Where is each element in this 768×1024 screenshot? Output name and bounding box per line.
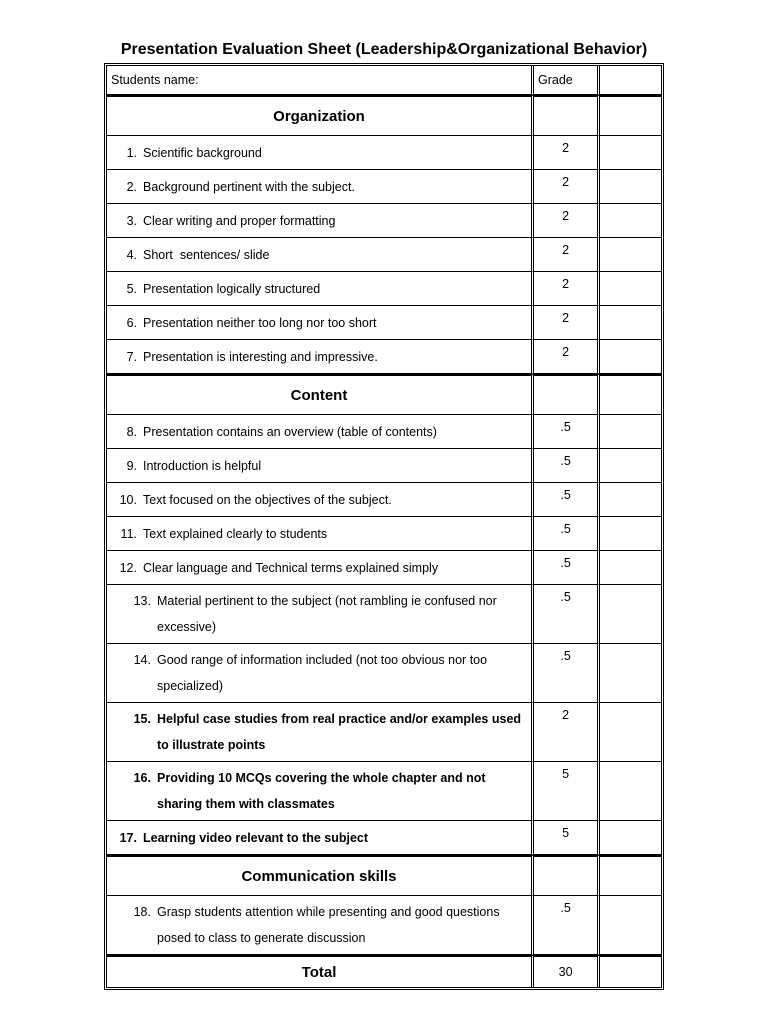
score-cell[interactable] (600, 585, 661, 644)
table-row: 18. Grasp students attention while presenting and good questions posed to class to generate discussion .5 (107, 896, 661, 955)
table-row: 12. Clear language and Technical terms explained simply .5 (107, 551, 661, 585)
score-cell[interactable] (600, 136, 661, 170)
score-cell[interactable] (600, 306, 661, 340)
table-row: 13. Material pertinent to the subject (not rambling ie confused nor excessive) .5 (107, 585, 661, 644)
table-row: 1. Scientific background 2 (107, 136, 661, 170)
table-row: 16. Providing 10 MCQs covering the whole chapter and not sharing them with classmates 5 (107, 762, 661, 821)
section-communication: Communication skills (107, 855, 534, 896)
score-cell[interactable] (600, 170, 661, 204)
header-row (107, 66, 661, 95)
table-row: 15. Helpful case studies from real practice and/or examples used to illustrate points 2 (107, 703, 661, 762)
grade-input-cell[interactable] (600, 66, 661, 95)
table-row: 9. Introduction is helpful .5 (107, 449, 661, 483)
total-row (107, 955, 661, 987)
grade-header: Grade (534, 66, 600, 95)
score-cell[interactable] (600, 204, 661, 238)
students-name-cell[interactable] (107, 66, 534, 95)
section-row (107, 95, 661, 136)
total-label: Total (107, 955, 534, 987)
score-cell[interactable] (600, 896, 661, 955)
table-row: 8. Presentation contains an overview (table of contents) .5 (107, 415, 661, 449)
score-cell[interactable] (600, 644, 661, 703)
table-row: 7. Presentation is interesting and impressive. 2 (107, 340, 661, 374)
table-row: 6. Presentation neither too long nor too short 2 (107, 306, 661, 340)
table-row: 4. Short sentences/ slide 2 (107, 238, 661, 272)
score-cell[interactable] (600, 340, 661, 374)
section-organization: Organization (107, 95, 534, 136)
evaluation-table (104, 63, 664, 990)
score-cell[interactable] (600, 483, 661, 517)
table-row: 10. Text focused on the objectives of the subject. .5 (107, 483, 661, 517)
score-cell[interactable] (600, 238, 661, 272)
table-row: 14. Good range of information included (not too obvious nor too specialized) .5 (107, 644, 661, 703)
table-row: 5. Presentation logically structured 2 (107, 272, 661, 306)
table-row: 3. Clear writing and proper formatting 2 (107, 204, 661, 238)
score-cell[interactable] (600, 703, 661, 762)
score-cell[interactable] (600, 517, 661, 551)
score-cell[interactable] (600, 449, 661, 483)
table-row: 11. Text explained clearly to students .5 (107, 517, 661, 551)
score-cell[interactable] (600, 415, 661, 449)
total-value: 30 (534, 955, 600, 987)
section-row (107, 855, 661, 896)
students-name-label: Students name: (111, 73, 199, 87)
score-cell[interactable] (600, 821, 661, 855)
score-cell[interactable] (600, 551, 661, 585)
table-row: 2. Background pertinent with the subject. 2 (107, 170, 661, 204)
section-content: Content (107, 374, 534, 415)
score-cell[interactable] (600, 272, 661, 306)
table-row: 17. Learning video relevant to the subject 5 (107, 821, 661, 855)
total-score-cell[interactable] (600, 955, 661, 987)
section-row (107, 374, 661, 415)
document-title: Presentation Evaluation Sheet (Leadership&Organizational Behavior) (120, 41, 648, 58)
score-cell[interactable] (600, 762, 661, 821)
